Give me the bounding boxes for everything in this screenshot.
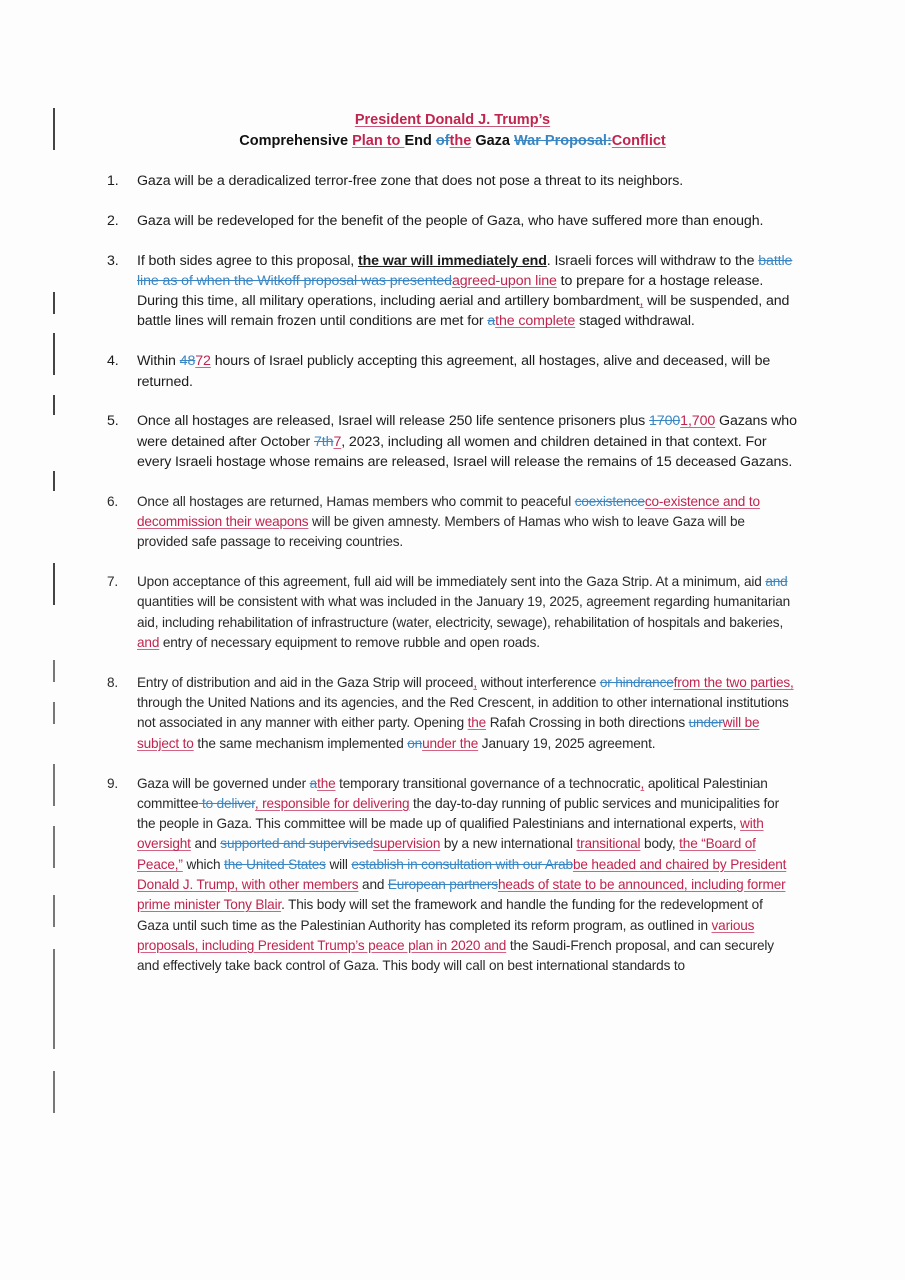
point-number: 1. (107, 173, 119, 189)
text-run: body, (640, 836, 680, 852)
inserted-text: will be subject to (137, 715, 760, 751)
deleted-text: a (487, 313, 496, 330)
deleted-text: under (688, 715, 723, 731)
text-run: Entry of distribution and aid in the Gaza Strip will proceed (137, 674, 474, 690)
text-run: apolitical Palestinian committee (137, 775, 768, 811)
point-number: 2. (107, 212, 119, 229)
change-bar (53, 333, 55, 375)
inserted-text: , responsible for delivering (254, 795, 410, 811)
document-title (0, 110, 905, 152)
inserted-text: be headed and chaired by President Donald J. Trump, with other members (137, 856, 787, 893)
point-text (137, 675, 794, 751)
text-run: without interference (476, 674, 600, 690)
text-run: will (325, 856, 352, 872)
text-run: staged withdrawal. (575, 313, 695, 330)
text-run: Gazans who were detained after October (137, 413, 797, 450)
inserted-text: 72 (195, 353, 211, 370)
plan-point (107, 211, 797, 231)
deleted-text: and (765, 574, 788, 590)
deleted-text: supported and supervised (220, 836, 374, 852)
deleted-text: War Proposal: (514, 133, 612, 149)
change-bar (53, 702, 55, 724)
text-run: January 19, 2025 agreement. (478, 735, 656, 751)
inserted-text: from the two parties, (673, 674, 794, 690)
inserted-text: transitional (576, 836, 641, 852)
point-number: 4. (107, 353, 119, 370)
inserted-text: the complete (495, 313, 576, 330)
text-run: Gaza (471, 133, 515, 149)
inserted-text: various proposals, including President Trump’s peace plan in 2020 and (137, 917, 755, 953)
point-text (137, 353, 770, 389)
inserted-text: under the (422, 735, 479, 751)
text-run: hours of Israel publicly accepting this agreement, all hostages, alive and deceased, will be returned. (137, 353, 771, 390)
plan-point (107, 774, 797, 977)
text-run: temporary transitional governance of a technocratic (335, 775, 641, 791)
plan-point (107, 572, 797, 653)
text-run: and (358, 877, 388, 893)
deleted-text: or hindrance (599, 674, 674, 690)
plan-point (107, 492, 797, 553)
text-run: . This body will set the framework and handle the funding for the redevelopment of Gaza until such time as the Palestinian Authority has completed its reform program, as outlined in (137, 897, 763, 933)
deleted-text: 48 (179, 353, 196, 370)
deleted-text: battle line as of when the Witkoff proposal was presented (137, 252, 793, 289)
point-text (137, 253, 792, 330)
text-run: Once all hostages are released, Israel will release 250 life sentence prisoners plus (137, 413, 649, 430)
text-run: . Israeli forces will withdraw to the (546, 252, 759, 269)
change-bar (53, 949, 55, 1049)
text-run: Once all hostages are returned, Hamas members who commit to peaceful (137, 493, 575, 509)
plan-point (107, 673, 797, 754)
inserted-text: , (473, 674, 477, 690)
point-text (137, 776, 786, 974)
text-run: End (404, 133, 436, 149)
change-bar (53, 471, 55, 491)
text-run: Comprehensive (239, 133, 353, 149)
point-text (137, 574, 790, 650)
deleted-text: the United States (224, 856, 326, 872)
text-run: Within (137, 353, 180, 370)
inserted-text: heads of state to be announced, including former prime minister Tony Blair (137, 877, 786, 913)
change-bar (53, 563, 55, 605)
text-run: Rafah Crossing in both directions (486, 715, 689, 731)
change-bar (53, 764, 55, 806)
text-run: which (182, 856, 225, 872)
text-run: quantities will be consistent with what was included in the January 19, 2025, agreement regarding humanitarian aid, including rehabilitation of infrastructure (water, electricity, sewage), rehabilitation of hospitals and bakeries, (137, 594, 791, 630)
change-bar (53, 292, 55, 314)
point-text (137, 413, 797, 470)
change-bar (53, 660, 55, 682)
text-run: by a new international (440, 836, 577, 852)
text-run: the same mechanism implemented (193, 735, 408, 751)
point-number: 6. (107, 493, 119, 509)
plan-point (107, 351, 797, 392)
text-run: the Saudi-French proposal, and can securely and effectively take back control of Gaza. This body will call on best international standards to (137, 937, 774, 974)
point-number: 5. (107, 413, 119, 430)
change-bar (53, 395, 55, 415)
inserted-text: Conflict (611, 133, 666, 149)
deleted-text: to deliver (198, 795, 255, 811)
inserted-text: with oversight (137, 816, 764, 852)
inserted-text: 7 (333, 433, 342, 450)
text-run: will be suspended, and battle lines will remain frozen until conditions are met for (137, 293, 790, 330)
change-bar (53, 826, 55, 868)
change-bar (53, 895, 55, 927)
deleted-text: a (309, 775, 318, 791)
inserted-text: , (639, 293, 644, 310)
text-run: , 2023, including all women and children detained in that context. For every Israeli hostage whose remains are released, Israel will release the remains of 15 deceased Gazans. (137, 433, 793, 470)
deleted-text: 1700 (649, 413, 681, 430)
plan-point (107, 411, 797, 472)
point-number: 8. (107, 674, 119, 690)
text-run: will be given amnesty. Members of Hamas who wish to leave Gaza will be provided safe passage to receiving countries. (137, 514, 745, 550)
inserted-text: the (467, 715, 487, 731)
point-text (137, 173, 683, 189)
plan-points-list (107, 171, 797, 996)
deleted-text: on (407, 735, 423, 751)
deleted-text: of (435, 133, 450, 149)
inserted-text: the (317, 775, 336, 791)
text-run: Upon acceptance of this agreement, full aid will be immediately sent into the Gaza Strip. At a minimum, aid (137, 574, 766, 590)
plan-point (107, 171, 797, 191)
point-number: 7. (107, 574, 119, 590)
inserted-text: and (137, 635, 160, 651)
inserted-text: 1,700 (680, 413, 716, 430)
inserted-text: supervision (373, 836, 441, 852)
text-run: Gaza will be redeveloped for the benefit of the people of Gaza, who have suffered more than enough. (137, 212, 764, 229)
inserted-text: Plan to (352, 133, 405, 149)
title-inserted-text: President Donald J. Trump’s (354, 112, 551, 128)
deleted-text: European partners (387, 877, 498, 893)
text-run: entry of necessary equipment to remove rubble and open roads. (159, 635, 540, 651)
deleted-text: 7th (314, 433, 334, 450)
title-line-1 (0, 110, 905, 131)
deleted-text: establish in consultation with our Arab (351, 856, 573, 872)
text-run: to prepare for a hostage release. During this time, all military operations, including aerial and artillery bombardment (137, 272, 764, 310)
plan-point (107, 251, 797, 332)
text-run: Gaza will be governed under (137, 775, 310, 791)
text-run: Gaza will be a deradicalized terror-free zone that does not pose a threat to its neighbors. (137, 173, 684, 189)
text-run: through the United Nations and its agencies, and the Red Crescent, in addition to other international institutions not associated in any manner with either party. Opening (137, 695, 789, 731)
emphasized-text: the war will immediately end (357, 252, 547, 269)
inserted-text: the (449, 133, 472, 149)
point-text (137, 494, 760, 550)
point-number: 9. (107, 775, 119, 791)
title-line-2 (0, 131, 905, 152)
point-text (137, 213, 763, 229)
change-bar (53, 1071, 55, 1113)
inserted-text: agreed-upon line (451, 272, 557, 289)
text-run: the day-to-day running of public services and municipalities for the people in Gaza. This committee will be made up of qualified Palestinians and international experts, (137, 795, 779, 832)
text-run: If both sides agree to this proposal, (137, 252, 358, 269)
deleted-text: coexistence (574, 493, 645, 509)
inserted-text: the “Board of Peace,” (137, 836, 756, 872)
inserted-text: co-existence and to decommission their weapons (137, 493, 760, 530)
inserted-text: , (640, 775, 645, 791)
text-run: and (190, 836, 221, 852)
point-number: 3. (107, 252, 119, 269)
